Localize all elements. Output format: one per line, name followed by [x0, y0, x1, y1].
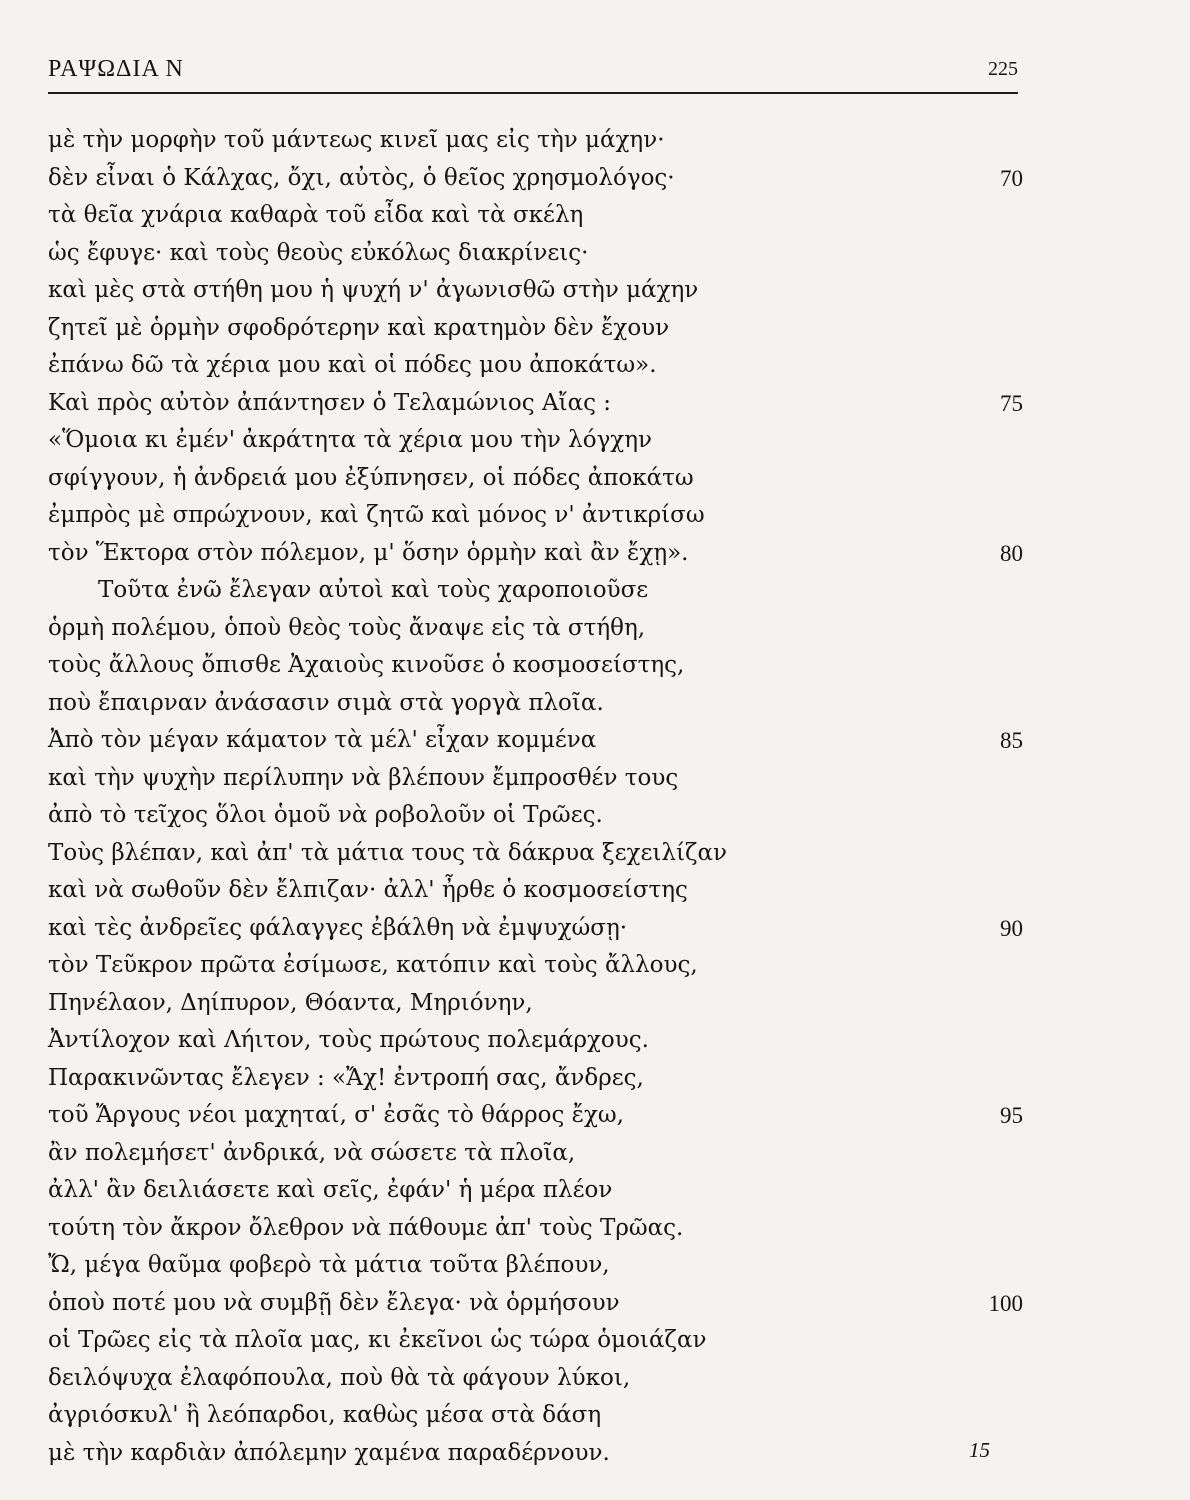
poem-line [48, 610, 1023, 648]
line-text: καὶ νὰ σωθοῦν δὲν ἔλπιζαν· ἀλλ' ἦρθε ὁ κοσμοσείστης [48, 877, 688, 903]
line-text: Ἀντίλοχον καὶ Λήιτον, τοὺς πρώτους πολεμάρχους. [48, 1027, 649, 1053]
poem-line [48, 985, 1023, 1023]
line-text: ἀπὸ τὸ τεῖχος ὅλοι ὁμοῦ νὰ ροβολοῦν οἱ Τρῶες. [48, 802, 603, 828]
line-text: τὸν Ἕκτορα στὸν πόλεμον, μ' ὅσην ὁρμὴν καὶ ἂν ἔχῃ». [48, 539, 689, 566]
line-text: δειλόψυχα ἐλαφόπουλα, ποὺ θὰ τὰ φάγουν λύκοι, [48, 1364, 631, 1391]
line-text: τοὺς ἄλλους ὄπισθε Ἀχαιοὺς κινοῦσε ὁ κοσμοσείστης, [48, 652, 685, 678]
line-text: Τοὺς βλέπαν, καὶ ἀπ' τὰ μάτια τους τὰ δάκρυα ξεχειλίζαν [48, 839, 727, 866]
line-text: οἱ Τρῶες εἰς τὰ πλοῖα μας, κι ἐκεῖνοι ὡς τώρα ὁμοιάζαν [48, 1327, 707, 1353]
poem-line [48, 1172, 1023, 1210]
line-text: Παρακινῶντας ἔλεγεν : «Ἄχ! ἐντροπή σας, ἄνδρες, [48, 1064, 644, 1091]
poem-line [48, 872, 1023, 910]
poem-line [48, 1397, 1023, 1435]
line-number: 80 [1000, 540, 1023, 566]
line-text: ὡς ἔφυγε· καὶ τοὺς θεοὺς εὐκόλως διακρίνεις· [48, 239, 589, 266]
poem-line [48, 835, 1023, 873]
poem-line [48, 272, 1023, 310]
line-text: τὸν Τεῦκρον πρῶτα ἐσίμωσε, κατόπιν καὶ τοὺς ἄλλους, [48, 952, 698, 978]
poem-line [48, 647, 1023, 685]
line-text: καὶ τὲς ἀνδρεῖες φάλαγγες ἐβάλθη νὰ ἐμψυχώσῃ· [48, 914, 628, 941]
running-head: ΡΑΨΩΔΙΑ Ν [48, 56, 184, 82]
signature-mark: 15 [969, 1438, 990, 1462]
poem-line [48, 1210, 1023, 1248]
line-text: τὰ θεῖα χνάρια καθαρὰ τοῦ εἶδα καὶ τὰ σκέλη [48, 202, 584, 228]
line-text: Τοῦτα ἐνῶ ἔλεγαν αὐτοὶ καὶ τοὺς χαροποιοῦσε [98, 577, 649, 603]
line-text: μὲ τὴν καρδιὰν ἀπόλεμην χαμένα παραδέρνουν. [48, 1439, 610, 1466]
poem-line [48, 572, 1023, 610]
page-number: 225 [988, 58, 1018, 80]
line-number: 90 [1000, 915, 1023, 941]
line-text: Πηνέλαον, Δηίπυρον, Θόαντα, Μηριόνην, [48, 989, 533, 1016]
line-text: ἀγριόσκυλ' ἢ λεόπαρδοι, καθὼς μέσα στὰ δάση [48, 1402, 602, 1428]
line-text: ἀλλ' ἂν δειλιάσετε καὶ σεῖς, ἐφάν' ἡ μέρα πλέον [48, 1177, 613, 1203]
poem-line [48, 497, 1023, 535]
poem-line [48, 722, 1023, 760]
poem-line [48, 347, 1023, 385]
line-number: 70 [1000, 165, 1023, 191]
poem-line [48, 760, 1023, 798]
poem-text [48, 122, 1023, 1472]
poem-line [48, 1360, 1023, 1398]
line-text: Καὶ πρὸς αὐτὸν ἀπάντησεν ὁ Τελαμώνιος Αἴας : [48, 389, 612, 416]
poem-line [48, 422, 1023, 460]
line-number: 95 [1000, 1103, 1023, 1128]
poem-line [48, 947, 1023, 985]
poem-line [48, 1135, 1023, 1173]
poem-line [48, 535, 1023, 573]
line-text: δὲν εἶναι ὁ Κάλχας, ὄχι, αὐτὸς, ὁ θεῖος χρησμολόγος· [48, 164, 675, 191]
line-number: 75 [1000, 390, 1023, 416]
line-text: τούτη τὸν ἄκρον ὄλεθρον νὰ πάθουμε ἀπ' τοὺς Τρῶας. [48, 1214, 684, 1241]
line-text: καὶ τὴν ψυχὴν περίλυπην νὰ βλέπουν ἔμπροσθέν τους [48, 764, 679, 791]
poem-line [48, 460, 1023, 498]
poem-line [48, 1022, 1023, 1060]
poem-line [48, 385, 1023, 423]
poem-line [48, 910, 1023, 948]
poem-line [48, 310, 1023, 348]
poem-line [48, 197, 1023, 235]
line-number: 100 [988, 1290, 1023, 1316]
line-text: σφίγγουν, ἡ ἀνδρειά μου ἐξύπνησεν, οἱ πόδες ἀποκάτω [48, 464, 694, 491]
line-text: Ἀπὸ τὸν μέγαν κάματον τὰ μέλ' εἶχαν κομμένα [48, 727, 597, 753]
line-text: ἐπάνω δῶ τὰ χέρια μου καὶ οἱ πόδες μου ἀποκάτω». [48, 352, 657, 378]
poem-line [48, 685, 1023, 723]
poem-line [48, 1247, 1023, 1285]
line-text: ἂν πολεμήσετ' ἀνδρικά, νὰ σώσετε τὰ πλοῖα, [48, 1139, 576, 1166]
poem-line [48, 1435, 1023, 1473]
poem-line [48, 797, 1023, 835]
line-text: «Ὅμοια κι ἐμέν' ἀκράτητα τὰ χέρια μου τὴν λόγχην [48, 427, 653, 453]
line-text: μὲ τὴν μορφὴν τοῦ μάντεως κινεῖ μας εἰς τὴν μάχην· [48, 127, 665, 153]
line-text: ὁρμὴ πολέμου, ὁποὺ θεὸς τοὺς ἄναψε εἰς τὰ στήθη, [48, 614, 646, 641]
poem-line [48, 1285, 1023, 1323]
line-text: ποὺ ἔπαιρναν ἀνάσασιν σιμὰ στὰ γοργὰ πλοῖα. [48, 689, 604, 716]
poem-line [48, 1322, 1023, 1360]
line-text: τοῦ Ἄργους νέοι μαχηταί, σ' ἐσᾶς τὸ θάρρος ἔχω, [48, 1102, 624, 1128]
poem-line [48, 1097, 1023, 1135]
poem-line [48, 1060, 1023, 1098]
poem-line [48, 122, 1023, 160]
line-text: ζητεῖ μὲ ὁρμὴν σφοδρότερην καὶ κρατημὸν δὲν ἔχουν [48, 314, 670, 341]
page-header [48, 56, 1018, 94]
line-text: ἐμπρὸς μὲ σπρώχνουν, καὶ ζητῶ καὶ μόνος ν' ἀντικρίσω [48, 502, 705, 528]
line-text: καὶ μὲς στὰ στήθη μου ἡ ψυχή ν' ἀγωνισθῶ στὴν μάχην [48, 277, 699, 303]
line-text: ὁποὺ ποτέ μου νὰ συμβῇ δὲν ἔλεγα· νὰ ὁρμήσουν [48, 1289, 620, 1316]
poem-line [48, 235, 1023, 273]
line-text: Ὤ, μέγα θαῦμα φοβερὸ τὰ μάτια τοῦτα βλέπουν, [48, 1252, 610, 1278]
line-number: 85 [1000, 728, 1023, 753]
poem-line [48, 160, 1023, 198]
